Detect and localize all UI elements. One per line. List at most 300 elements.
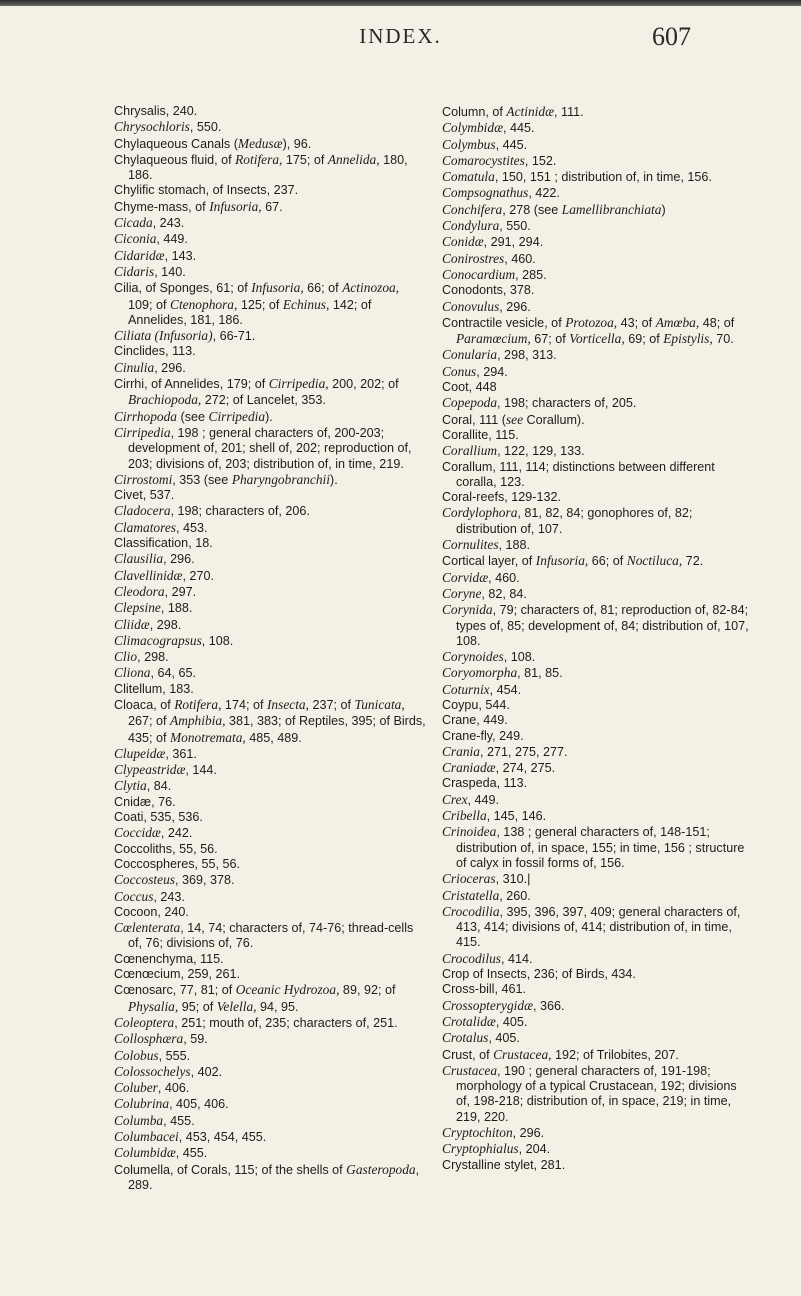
entry-text: , 455.: [175, 1146, 208, 1161]
index-entry: [114, 231, 426, 247]
entry-text: 485, 489.: [245, 730, 302, 745]
index-entry: [114, 825, 426, 841]
entry-text: Corallum).: [523, 412, 585, 427]
entry-text: , 243.: [152, 216, 185, 231]
entry-text: , 310.|: [495, 872, 531, 887]
entry-text: , 402.: [190, 1064, 223, 1079]
entry-text: ).: [330, 472, 338, 487]
index-entry: [442, 185, 754, 201]
index-entry: [442, 1014, 754, 1030]
entry-term: Cliona: [114, 665, 151, 681]
index-entry: [114, 376, 426, 409]
entry-term: Clausilia: [114, 551, 164, 567]
index-entry: [442, 412, 754, 428]
entry-text: 66; of: [303, 281, 343, 296]
entry-text: Cœnœcium, 259, 261.: [114, 967, 240, 982]
entry-text: 381, 383; of Reptiles, 395; of Birds, 435; of: [128, 714, 426, 745]
entry-text: , 204.: [518, 1142, 551, 1157]
entry-text: , 66-71.: [212, 329, 256, 344]
entry-term: Infusoria,: [535, 553, 589, 569]
entry-text: Crystalline stylet, 281.: [442, 1157, 566, 1172]
entry-term: Cidaridæ: [114, 247, 165, 263]
index-entry: [442, 364, 754, 380]
entry-text: 180, 186.: [128, 152, 408, 183]
index-entry: [114, 1080, 426, 1096]
entry-text: , 405.: [488, 1031, 520, 1046]
entry-text: 192; of Trilobites, 207.: [551, 1047, 679, 1062]
entry-text: , 108.: [201, 633, 234, 648]
entry-text: , 190 ; general characters of, 191-198; morphology of a typical Crustacean, 192; divisions of, 198-218; distribution of, in space, 219; in time, 219, 220.: [456, 1063, 737, 1124]
entry-text: Column, of: [442, 105, 507, 119]
running-title: INDEX.: [359, 24, 442, 48]
entry-term: Lamellibranchiata: [561, 201, 662, 217]
entry-term: Rotifera,: [235, 151, 283, 167]
index-entry: [442, 553, 754, 569]
entry-term: Cirripedia,: [268, 376, 329, 392]
entry-text: , 289.: [128, 1162, 420, 1192]
index-entry: [442, 602, 754, 649]
entry-term: Cirrostomi: [114, 471, 173, 487]
entry-text: , 251; mouth of, 235; characters of, 251.: [174, 1015, 398, 1030]
entry-term: Copepoda: [442, 395, 498, 411]
index-entry: [442, 347, 754, 363]
index-entry: [442, 570, 754, 586]
entry-term: Cirrhopoda: [114, 408, 178, 424]
index-entry: [114, 1031, 426, 1047]
entry-term: Cicada: [114, 215, 153, 231]
index-entry: [114, 119, 426, 135]
index-entry: [114, 264, 426, 280]
index-entry: [114, 136, 426, 152]
entry-term: Clytia: [114, 778, 147, 794]
entry-text: Corallum, 111, 114; distinctions between different coralla, 123.: [442, 459, 715, 489]
index-entry: [442, 649, 754, 665]
index-entry: [442, 283, 754, 298]
index-entry: [442, 888, 754, 904]
index-entry: [114, 551, 426, 567]
entry-term: Cleodora: [114, 583, 165, 599]
entry-text: Crust, of: [442, 1047, 494, 1062]
entry-term: Comarocystites: [442, 152, 525, 168]
index-entry: [114, 1145, 426, 1161]
entry-text: Cocoon, 240.: [114, 904, 189, 919]
entry-text: , 296.: [512, 1126, 545, 1140]
index-entry: [114, 857, 426, 872]
entry-term: Medusæ: [237, 135, 283, 151]
index-entry: [442, 665, 754, 681]
entry-text: Coati, 535, 536.: [114, 810, 203, 825]
entry-text: , 550.: [189, 120, 222, 135]
index-entry: [442, 871, 754, 887]
index-entry: [114, 584, 426, 600]
entry-term: Conularia: [442, 347, 498, 363]
entry-text: Coccoliths, 55, 56.: [114, 841, 218, 856]
entry-text: , 453.: [176, 520, 208, 535]
entry-text: Cloaca, of: [114, 697, 175, 712]
index-entry: [442, 120, 754, 136]
index-entry: [114, 872, 426, 888]
entry-term: Epistylis,: [663, 331, 713, 347]
entry-term: Clupeidæ: [114, 745, 166, 761]
entry-text: Crop of Insects, 236; of Birds, 434.: [442, 967, 636, 982]
entry-text: ).: [265, 409, 273, 424]
index-entry: [114, 967, 426, 982]
entry-term: Echinus,: [282, 296, 330, 312]
entry-term: Colymbus: [442, 136, 496, 152]
index-entry: [442, 1047, 754, 1063]
entry-text: , 453, 454, 455.: [178, 1130, 267, 1144]
index-entry: [442, 299, 754, 315]
scan-edge: [0, 0, 801, 6]
index-entry: [442, 713, 754, 728]
index-column-left: [114, 104, 426, 1193]
entry-text: 174; of: [221, 697, 267, 712]
entry-text: (see: [177, 409, 209, 424]
index-entry: [442, 251, 754, 267]
entry-text: , 260.: [499, 888, 531, 903]
entry-text: , 243.: [153, 889, 185, 904]
entry-text: Crane, 449.: [442, 713, 508, 728]
entry-term: Physalia,: [128, 998, 179, 1014]
entry-text: , 108.: [503, 650, 536, 665]
entry-term: Columbacei: [114, 1129, 179, 1144]
entry-term: Crex: [442, 791, 468, 807]
entry-text: 272; of Lancelet, 353.: [201, 393, 326, 408]
entry-text: 70.: [712, 332, 734, 347]
entry-term: Clypeastridæ: [114, 762, 186, 778]
index-entry: [442, 904, 754, 951]
index-entry: [442, 744, 754, 760]
entry-text: Chrysalis, 240.: [114, 104, 198, 118]
entry-term: Ciliata (Infusoria): [114, 328, 213, 344]
entry-text: 200, 202; of: [328, 377, 399, 392]
index-entry: [114, 215, 426, 231]
index-entry: [114, 472, 426, 488]
index-entry: [114, 328, 426, 344]
entry-text: , 296.: [154, 360, 186, 375]
entry-text: 125; of: [237, 297, 283, 312]
entry-text: , 414.: [501, 951, 533, 966]
entry-term: Coturnix: [442, 681, 490, 697]
entry-text: , 81, 82, 84; gonophores of, 82; distribution of, 107.: [456, 506, 693, 536]
entry-term: Gasteropoda: [346, 1161, 416, 1177]
entry-term: Coccidæ: [114, 825, 161, 841]
index-entry: [442, 760, 754, 776]
index-entry: [114, 1064, 426, 1080]
index-entry: [442, 169, 754, 185]
entry-text: , 84.: [146, 779, 172, 794]
index-entry: [114, 1162, 426, 1194]
entry-text: , 59.: [183, 1032, 208, 1047]
index-entry: [114, 183, 426, 198]
entry-text: , 242.: [160, 826, 193, 841]
index-entry: [442, 982, 754, 997]
index-entry: [114, 1015, 426, 1031]
entry-text: Cœnenchyma, 115.: [114, 951, 224, 966]
entry-term: Corallium: [442, 443, 498, 459]
entry-text: , 278 (see: [502, 202, 562, 217]
entry-text: , 79; characters of, 81; reproduction of, 82-84; types of, 85; development of, 84; distribution of, 107, 108.: [456, 603, 749, 648]
entry-term: Oceanic Hydrozoa,: [235, 982, 340, 998]
index-entry: [114, 488, 426, 503]
entry-term: Coccus: [114, 888, 154, 904]
entry-term: Crossopterygidæ: [442, 997, 534, 1013]
entry-text: Coral-reefs, 129-132.: [442, 490, 562, 505]
entry-text: , 291, 294.: [483, 235, 544, 250]
index-entry: [442, 1158, 754, 1173]
entry-text: Classification, 18.: [114, 536, 213, 551]
entry-text: 67; of: [530, 332, 570, 347]
entry-text: 142; of Annelides, 181, 186.: [128, 297, 372, 327]
entry-term: Coleoptera: [114, 1014, 175, 1030]
entry-text: 237; of: [308, 697, 355, 712]
entry-text: , 150, 151 ; distribution of, in time, 156.: [494, 170, 712, 185]
entry-text: , 271, 275, 277.: [479, 744, 568, 759]
entry-term: Cryptophialus: [442, 1141, 519, 1157]
index-entry: [442, 586, 754, 602]
entry-text: , 81, 85.: [517, 666, 563, 681]
entry-text: , 140.: [154, 264, 186, 279]
entry-term: Crustacea: [442, 1062, 498, 1078]
index-entry: [114, 778, 426, 794]
entry-text: , 188.: [160, 601, 193, 616]
entry-text: , 395, 396, 397, 409; general characters of, 413, 414; divisions of, 414; distribution of, in time, 415.: [456, 904, 741, 950]
entry-term: Corynida: [442, 602, 493, 618]
entry-text: 267; of: [128, 714, 171, 729]
index-entry: [442, 1125, 754, 1141]
entry-term: Cliidæ: [114, 616, 150, 632]
entry-term: Craniadæ: [442, 760, 496, 776]
entry-text: , 111.: [554, 105, 584, 119]
entry-term: Conchifera: [442, 201, 503, 217]
entry-text: 69; of: [624, 332, 664, 347]
index-entry: [442, 1141, 754, 1157]
entry-term: Crocodilus: [442, 950, 502, 966]
index-entry: [442, 698, 754, 713]
index-entry: [114, 1096, 426, 1112]
index-entry: [442, 234, 754, 250]
index-entry: [442, 967, 754, 982]
entry-text: Cilia, of Sponges, 61; of: [114, 281, 252, 296]
entry-term: Corvidæ: [442, 569, 489, 585]
entry-text: , 449.: [156, 232, 188, 247]
entry-text: Cortical layer, of: [442, 554, 536, 569]
entry-text: , 152.: [524, 153, 557, 168]
entry-term: Crinoidea: [442, 824, 497, 840]
entry-term: Pharyngobranchii: [231, 471, 330, 487]
entry-text: 89, 92; of: [339, 983, 396, 998]
entry-term: Amphibia,: [170, 713, 226, 729]
entry-term: Chrysochloris: [114, 119, 190, 135]
index-entry: [442, 395, 754, 411]
entry-term: Clamatores: [114, 519, 176, 535]
entry-term: Coluber: [114, 1080, 158, 1096]
entry-text: , 270.: [182, 568, 214, 583]
index-entry: [442, 380, 754, 395]
entry-text: , 145, 146.: [486, 809, 547, 824]
index-entry: [442, 1030, 754, 1046]
index-entry: [114, 503, 426, 519]
entry-term: Annelida,: [327, 151, 380, 167]
entry-text: , 455.: [163, 1113, 195, 1128]
entry-text: , 369, 378.: [175, 873, 235, 888]
entry-text: 95; of: [178, 999, 217, 1014]
entry-term: Colobus: [114, 1047, 159, 1063]
page-number: 607: [652, 22, 691, 51]
entry-text: , 298.: [149, 617, 182, 632]
index-entry: [442, 202, 754, 218]
entry-text: , 64, 65.: [150, 666, 196, 681]
entry-term: Noctiluca,: [626, 553, 683, 569]
entry-text: , 366.: [533, 998, 565, 1013]
entry-text: 94, 95.: [256, 999, 299, 1014]
entry-term: see: [505, 411, 524, 427]
index-entry: [442, 808, 754, 824]
entry-term: Cidaris: [114, 263, 155, 279]
entry-text: , 298, 313.: [497, 348, 557, 363]
entry-text: , 298.: [137, 650, 169, 665]
entry-text: , 285.: [515, 267, 547, 282]
entry-term: Velella,: [216, 998, 257, 1014]
entry-text: , 445.: [495, 137, 528, 152]
index-entry: [114, 280, 426, 328]
entry-text: , 422.: [528, 186, 560, 201]
entry-text: Civet, 537.: [114, 488, 175, 503]
entry-text: , 296.: [163, 552, 195, 567]
index-entry: [114, 520, 426, 536]
entry-text: , 274, 275.: [495, 761, 556, 776]
index-entry: [442, 460, 754, 491]
entry-text: Coot, 448: [442, 380, 497, 395]
entry-text: , 460.: [504, 251, 536, 266]
entry-text: , 144.: [185, 763, 217, 778]
entry-term: Comatula: [442, 169, 495, 185]
entry-text: , 122, 129, 133.: [497, 444, 585, 459]
entry-term: Condylura: [442, 218, 500, 234]
entry-term: Actinozoa,: [342, 280, 400, 296]
index-entry: [442, 104, 754, 120]
index-entry: [114, 199, 426, 215]
entry-text: , 445.: [503, 121, 535, 136]
index-entry: [114, 600, 426, 616]
index-entry: [442, 792, 754, 808]
entry-term: Cordylophora: [442, 505, 518, 521]
entry-term: Crania: [442, 743, 480, 759]
entry-term: Crotalidæ: [442, 1013, 496, 1029]
entry-text: Craspeda, 113.: [442, 776, 528, 791]
entry-term: Clepsine: [114, 600, 161, 616]
entry-text: , 460.: [488, 570, 520, 585]
index-entry: [442, 729, 754, 744]
index-entry: [114, 842, 426, 857]
index-entry: [442, 998, 754, 1014]
index-entry: [114, 665, 426, 681]
entry-term: Corynoides: [442, 649, 504, 665]
entry-text: Cross-bill, 461.: [442, 982, 526, 997]
entry-text: , 294.: [476, 364, 508, 379]
index-entry: [114, 409, 426, 425]
index-entry: [114, 152, 426, 184]
entry-term: Conirostres: [442, 250, 505, 266]
index-entry: [442, 315, 754, 348]
entry-text: Chyme-mass, of: [114, 199, 210, 214]
entry-text: ): [661, 202, 666, 217]
entry-term: Crustacea,: [493, 1046, 552, 1062]
entry-text: , 353 (see: [172, 472, 232, 487]
entry-text: Chylaqueous Canals (: [114, 136, 238, 151]
entry-term: Coryomorpha: [442, 665, 518, 681]
entry-term: Paramœcium,: [456, 331, 531, 347]
entry-text: , 198; characters of, 206.: [170, 504, 310, 519]
index-entry: [114, 889, 426, 905]
entry-text: 43; of: [617, 315, 656, 330]
index-entry: [442, 428, 754, 443]
entry-term: Brachiopoda,: [128, 392, 202, 408]
entry-term: Infusoria,: [209, 198, 262, 214]
entry-term: Conovulus: [442, 298, 500, 314]
entry-text: ), 96.: [282, 136, 312, 151]
entry-term: Crocodilia: [442, 903, 500, 919]
entry-text: Clitellum, 183.: [114, 681, 194, 696]
entry-text: 72.: [682, 554, 704, 569]
entry-text: 175; of: [282, 152, 328, 167]
index-entry: [114, 617, 426, 633]
entry-term: Compsognathus: [442, 185, 529, 201]
entry-text: , 138 ; general characters of, 148-151; distribution of, in space, 155; in time, 156 ; structure of calyx in fossil forms of, 156.: [456, 825, 745, 870]
entry-text: Contractile vesicle, of: [442, 315, 566, 330]
entry-term: Cryptochiton: [442, 1125, 513, 1140]
index-column-right: [442, 104, 754, 1173]
index-entry: [114, 810, 426, 825]
index-entry: [114, 568, 426, 584]
entry-text: 67.: [261, 199, 283, 214]
index-entry: [442, 682, 754, 698]
entry-text: , 550.: [499, 219, 531, 234]
index-entry: [114, 1129, 426, 1145]
index-entry: [114, 248, 426, 264]
entry-term: Cirripedia: [208, 408, 266, 424]
entry-text: Cnidæ, 76.: [114, 794, 176, 809]
entry-text: , 198 ; general characters of, 200-203; development of, 201; shell of, 202; reproduction of, 203; divisions of, 203; distribution of, in time, 219.: [128, 425, 412, 471]
index-entry: [114, 1113, 426, 1129]
index-entry: [442, 153, 754, 169]
entry-term: Clio: [114, 649, 138, 665]
entry-term: Conocardium: [442, 266, 516, 282]
entry-term: Columbidæ: [114, 1145, 176, 1161]
entry-term: Cirripedia: [114, 424, 171, 440]
entry-text: Chylaqueous fluid, of: [114, 152, 236, 167]
index-entry: [114, 536, 426, 551]
entry-term: Colymbidæ: [442, 120, 504, 136]
entry-term: Actinidæ: [506, 104, 555, 119]
entry-text: Cœnosarc, 77, 81; of: [114, 983, 236, 998]
entry-text: , 406.: [157, 1081, 190, 1096]
entry-text: Coccospheres, 55, 56.: [114, 856, 241, 871]
index-entry: [114, 795, 426, 810]
entry-term: Cornulites: [442, 537, 499, 553]
index-entry: [114, 952, 426, 967]
entry-text: , 82, 84.: [481, 586, 527, 601]
entry-term: Cladocera: [114, 503, 171, 519]
entry-text: , 188.: [498, 538, 531, 553]
index-entry: [442, 951, 754, 967]
entry-term: Ctenophora,: [170, 296, 238, 312]
index-entry: [442, 443, 754, 459]
entry-text: Chylific stomach, of Insects, 237.: [114, 183, 299, 198]
entry-term: Ciconia: [114, 231, 157, 247]
entry-text: , 143.: [164, 248, 197, 263]
entry-text: , 454.: [489, 682, 522, 697]
